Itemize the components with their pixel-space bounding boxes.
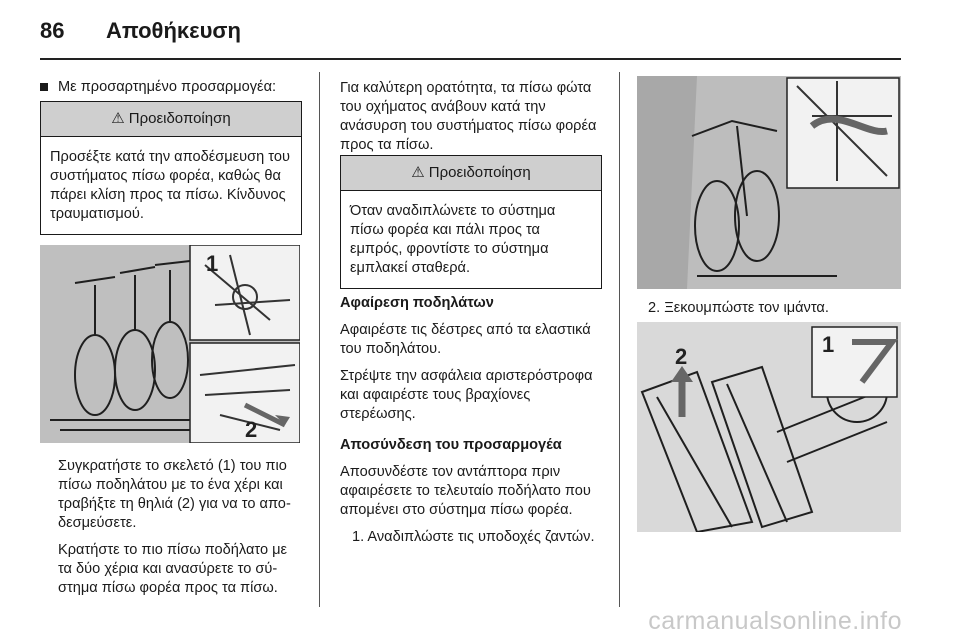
page-number: 86 bbox=[40, 18, 65, 43]
step-item: 1. Αναδιπλώστε τις υποδοχές ζαντών. bbox=[352, 529, 595, 545]
figure-label-2: 2 bbox=[675, 344, 688, 369]
paragraph: Κρατήστε το πιο πίσω ποδήλατο με τα δύο χέρια και ανασύρετε το σύστημα πίσω φορέα προς τα πίσω. bbox=[58, 542, 288, 596]
step-item-2: 2. Ξεκουμπώστε τον ιμάντα. bbox=[648, 300, 829, 316]
adapter-illustration bbox=[637, 322, 901, 532]
warning-box-2 bbox=[340, 155, 602, 289]
figure-label-1: 1 bbox=[206, 251, 219, 276]
figure-label-1: 1 bbox=[822, 332, 835, 357]
paragraph: Αφαιρέστε τις δέστρες από τα ελαστικά του ποδηλάτου. bbox=[340, 322, 591, 357]
paragraph: Αποσυνδέστε τον αντάπτορα πριν αφαιρέσετε το τελευταίο ποδήλατο που απομένει στο σύστημα πίσω φορέα. bbox=[340, 464, 591, 518]
header-rule bbox=[40, 58, 901, 60]
paragraph: Συγκρατήστε το σκελετό (1) του πιο πίσω ποδηλάτου με το ένα χέρι και τραβήξτε τη θηλιά (2) για να το αποδεσμεύσετε. bbox=[58, 458, 291, 531]
warning-triangle-icon: ⚠ bbox=[411, 164, 425, 181]
figure-label-2: 2 bbox=[245, 417, 258, 442]
warning-triangle-icon: ⚠ bbox=[111, 110, 125, 127]
warning-body: Προσέξτε κατά την αποδέσμευση του συστήματος πίσω φορέα, καθώς θα πάρει κλίση προς τα πίσω. Κίνδυνος τραυματισμού. bbox=[50, 149, 290, 222]
page-title: Αποθήκευση bbox=[106, 18, 241, 43]
col2-text bbox=[340, 294, 604, 555]
warning-box-1 bbox=[40, 101, 302, 235]
watermark: carmanualsonline.info bbox=[648, 607, 902, 635]
col2-intro: Για καλύτερη ορατότητα, τα πίσω φώτα του οχήματος ανάβουν κατά την ανάσυρση του συστήματος πίσω φορέα προς τα πίσω. bbox=[340, 80, 597, 153]
col1-text bbox=[58, 457, 302, 606]
warning-title: Προειδοποίηση bbox=[428, 164, 531, 181]
warning-body: Όταν αναδιπλώνετε το σύστημα πίσω φορέα και πάλι προς τα εμπρός, φροντίστε το σύστημα εμπλακεί σταθερά. bbox=[350, 203, 556, 276]
column-divider-2 bbox=[619, 72, 620, 607]
section-heading: Αφαίρεση ποδηλάτων bbox=[340, 295, 494, 311]
page-header bbox=[40, 18, 241, 44]
warning-header bbox=[341, 156, 601, 191]
bullet-item: Με προσαρτημένο προσαρμογέα: bbox=[40, 78, 320, 97]
column-divider-1 bbox=[319, 72, 320, 607]
bike-carrier-illustration-1 bbox=[40, 245, 300, 443]
section-heading: Αποσύνδεση του προσαρμογέα bbox=[340, 437, 562, 453]
warning-header bbox=[41, 102, 301, 137]
paragraph: Στρέψτε την ασφάλεια αριστερόστροφα και αφαιρέστε τους βραχίονες στερέωσης. bbox=[340, 368, 593, 422]
warning-title: Προειδοποίηση bbox=[128, 110, 231, 127]
vehicle-illustration bbox=[637, 76, 901, 289]
